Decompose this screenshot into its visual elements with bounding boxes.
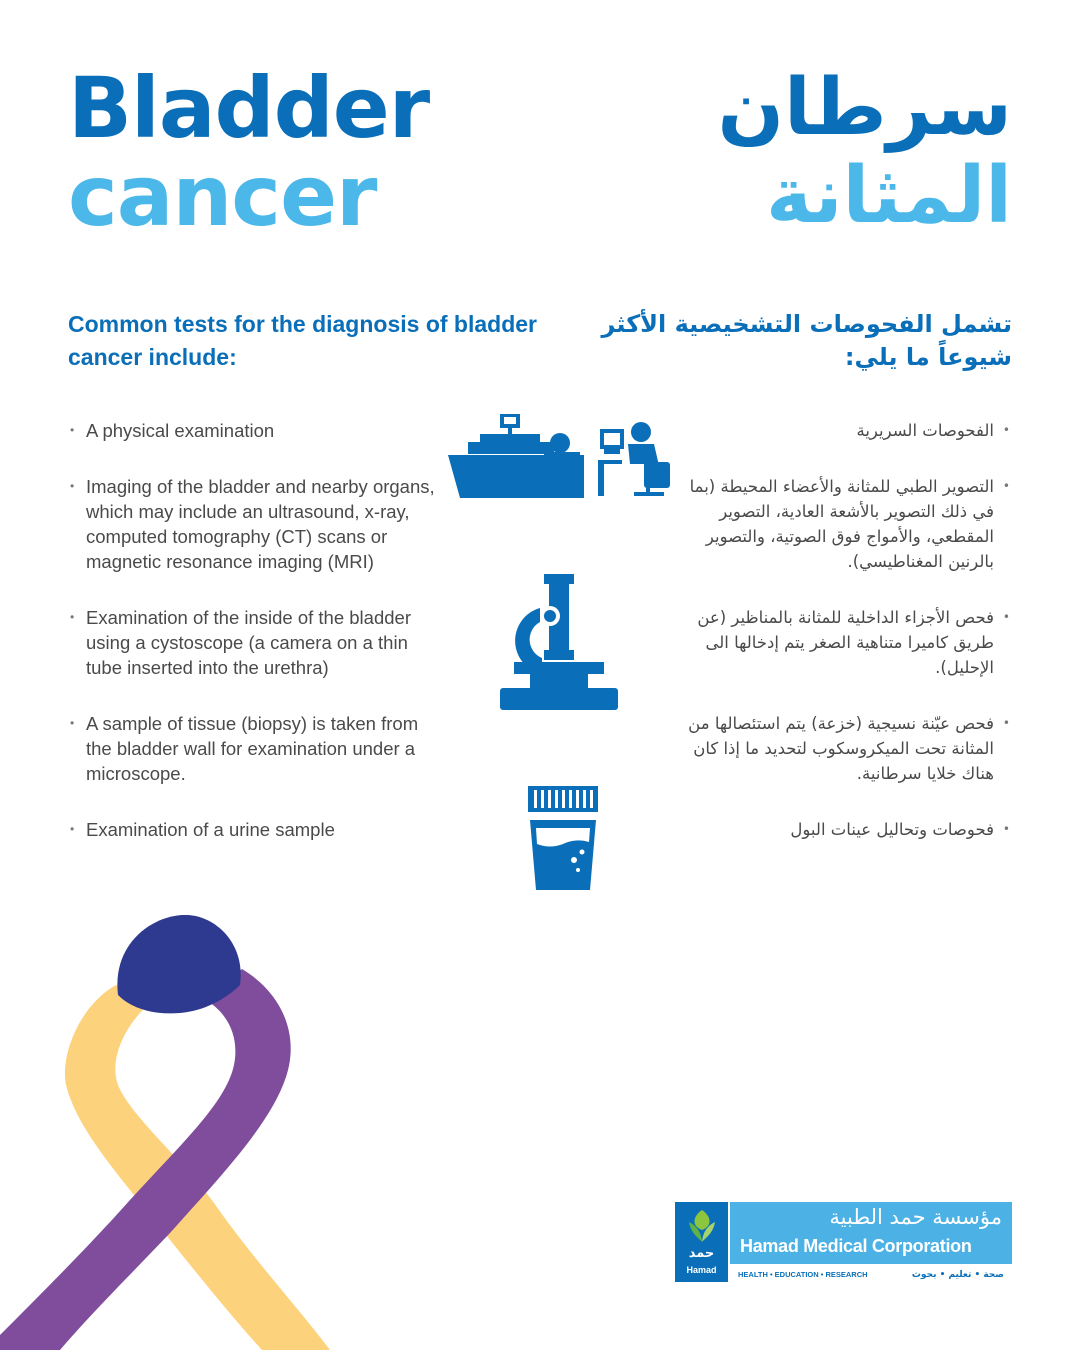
title-arabic-line2: المثانة [765, 151, 1012, 241]
test-item-en: • A sample of tissue (biopsy) is taken from the bladder wall for examination under a microscope. [68, 711, 448, 786]
tests-list-arabic [682, 418, 1012, 842]
logo-name-arabic: مؤسسة حمد الطبية [829, 1205, 1002, 1229]
test-item-en: • Imaging of the bladder and nearby organs, which may include an ultrasound, x-ray, computed tomography (CT) scans or magnetic resonance imaging (MRI) [68, 474, 448, 574]
logo-short-arabic: حمد [688, 1246, 715, 1261]
urine-sample-cup-icon [526, 786, 600, 890]
title-english-line2: cancer [68, 147, 377, 245]
test-item-ar: • التصوير الطبي للمثانة والأعضاء المحيطة (بما في ذلك التصوير بالأشعة العادية، التصوير المقطعي، والأمواج فوق الصوتية، والتصوير بالرنين المغناطيسي). [682, 474, 1012, 574]
logo-tagline-arabic: صحة • تعليم • بحوث [911, 1270, 1004, 1280]
hmc-logo [675, 1202, 1012, 1282]
title-english-line1: Bladder [68, 59, 430, 157]
logo-name-english: Hamad Medical Corporation [740, 1236, 972, 1256]
logo-tagline-english: HEALTH • EDUCATION • RESEARCH [738, 1270, 868, 1279]
leaf-emblem-icon [687, 1208, 717, 1244]
test-item-en: • Examination of a urine sample [68, 817, 448, 842]
hmc-emblem [675, 1202, 730, 1282]
test-item-en: • A physical examination [68, 418, 448, 443]
subtitle-arabic: تشمل الفحوصات التشخيصية الأكثر شيوعاً ما يلي: [601, 310, 1012, 371]
subtitle-english: Common tests for the diagnosis of bladder cancer include: [68, 311, 537, 370]
awareness-ribbon-icon [0, 915, 330, 1350]
test-item-ar: • فحص عيّنة نسيجية (خزعة) يتم استئصالها من المثانة تحت الميكروسكوب لتحديد ما إذا كان هناك خلايا سرطانية. [682, 711, 1012, 786]
test-item-ar: • فحوصات وتحاليل عينات البول [682, 817, 1012, 842]
test-item-ar: • الفحوصات السريرية [682, 418, 1012, 443]
ct-scanner-icon [448, 412, 674, 502]
logo-short-english: Hamad [686, 1265, 717, 1275]
title-arabic-line1: سرطان [717, 63, 1012, 153]
logo-tagline-bar [730, 1264, 1012, 1282]
microscope-icon [500, 574, 618, 710]
test-item-en: • Examination of the inside of the bladder using a cystoscope (a camera on a thin tube inserted into the urethra) [68, 605, 448, 680]
tests-list-english [68, 418, 448, 842]
test-item-ar: • فحص الأجزاء الداخلية للمثانة بالمناظير (عن طريق كاميرا متناهية الصغر يتم إدخالها الى الإحليل). [682, 605, 1012, 680]
